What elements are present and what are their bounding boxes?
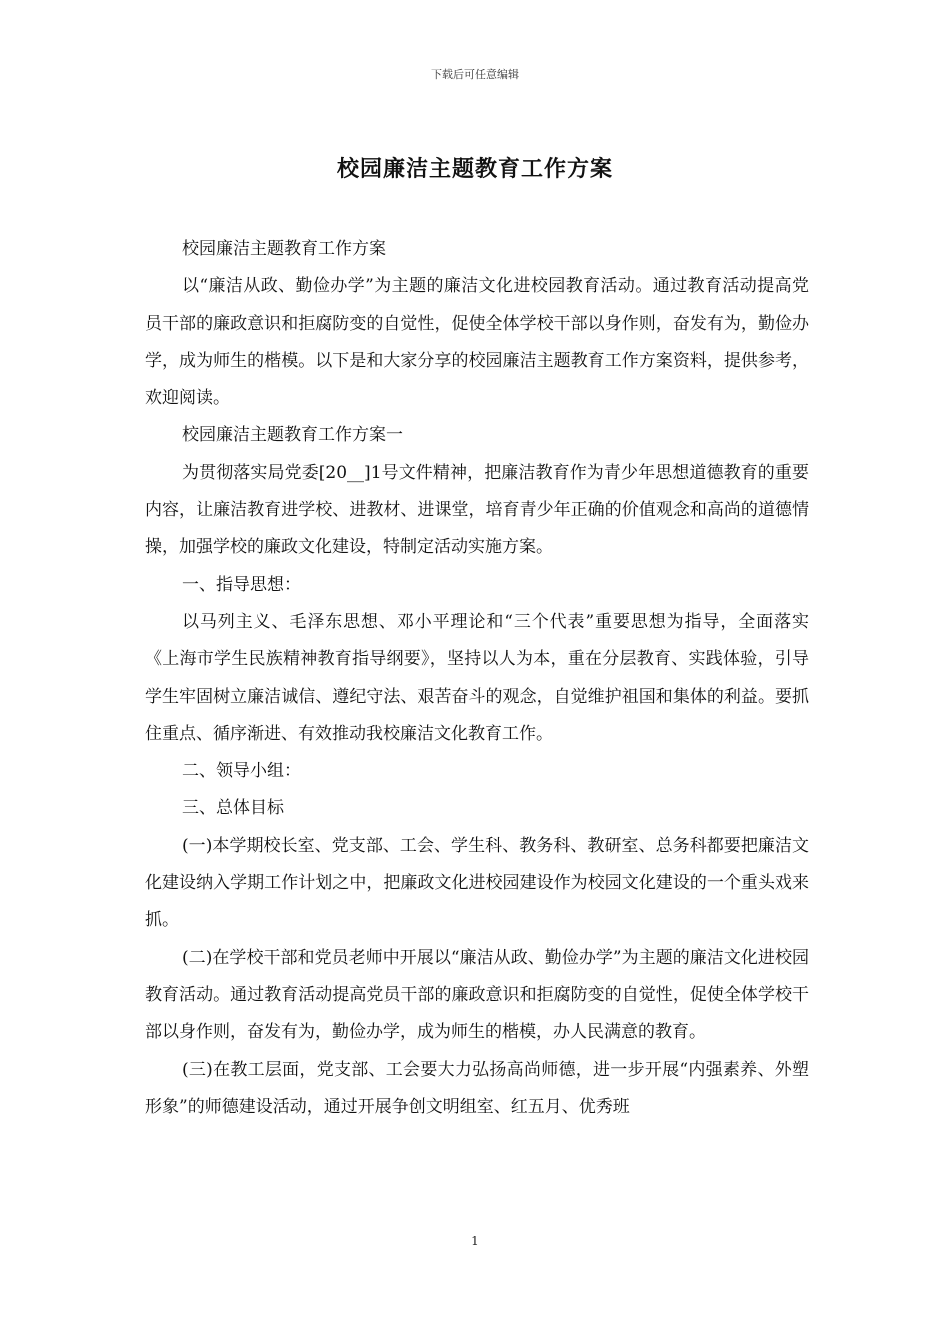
section-heading-guiding-thought: 一、指导思想： — [182, 574, 301, 595]
paragraph-plan-one-heading: 校园廉洁主题教育工作方案一 — [182, 425, 403, 446]
paragraph-guiding-thought: 以马列主义、毛泽东思想、邓小平理论和“三个代表”重要思想为指导，全面落实《上海市学生民族精神教育指导纲要》，坚持以人为本，重在分层教育、实践体验，引导学生牢固树立廉洁诚信、遵纪守法、艰苦奋斗的观念，自觉维护祖国和集体的利益。要抓住重点、循序渐进、有效推动我校廉洁文化教育工作。 — [145, 611, 809, 744]
paragraph-subtitle: 校园廉洁主题教育工作方案 — [182, 239, 386, 259]
document-title: 校园廉洁主题教育工作方案 — [336, 157, 613, 182]
paragraph-purpose: 为贯彻落实局党委[20__]1号文件精神，把廉洁教育作为青少年思想道德教育的重要内容，让廉洁教育进学校、进教材、进课堂，培育青少年正确的价值观念和高尚的道德情操，加强学校的廉政文化建设，特制定活动实施方案。 — [145, 462, 809, 558]
paragraph-goal-three: (三)在教工层面，党支部、工会要大力弘扬高尚师德，进一步开展“内强素养、外塑形象”的师德建设活动，通过开展争创文明组室、红五月、优秀班 — [145, 1059, 809, 1117]
paragraph-goal-one: (一)本学期校长室、党支部、工会、学生科、教务科、教研室、总务科都要把廉洁文化建设纳入学期工作计划之中，把廉政文化进校园建设作为校园文化建设的一个重头戏来抓。 — [145, 835, 809, 931]
paragraph-intro: 以“廉洁从政、勤俭办学”为主题的廉洁文化进校园教育活动。通过教育活动提高党员干部的廉政意识和拒腐防变的自觉性，促使全体学校干部以身作则，奋发有为，勤俭办学，成为师生的楷模。以下是和大家分享的校园廉洁主题教育工作方案资料，提供参考，欢迎阅读。 — [145, 276, 809, 409]
paragraph-goal-two: (二)在学校干部和党员老师中开展以“廉洁从政、勤俭办学”为主题的廉洁文化进校园教育活动。通过教育活动提高党员干部的廉政意识和拒腐防变的自觉性，促使全体学校干部以身作则，奋发有为，勤俭办学，成为师生的楷模，办人民满意的教育。 — [145, 947, 809, 1043]
section-heading-overall-goal: 三、总体目标 — [182, 798, 284, 819]
page-number: 1 — [471, 1234, 479, 1248]
document-body — [145, 231, 809, 1126]
section-heading-leadership-group: 二、领导小组： — [182, 761, 301, 782]
header-note: 下载后可任意编辑 — [431, 68, 519, 81]
